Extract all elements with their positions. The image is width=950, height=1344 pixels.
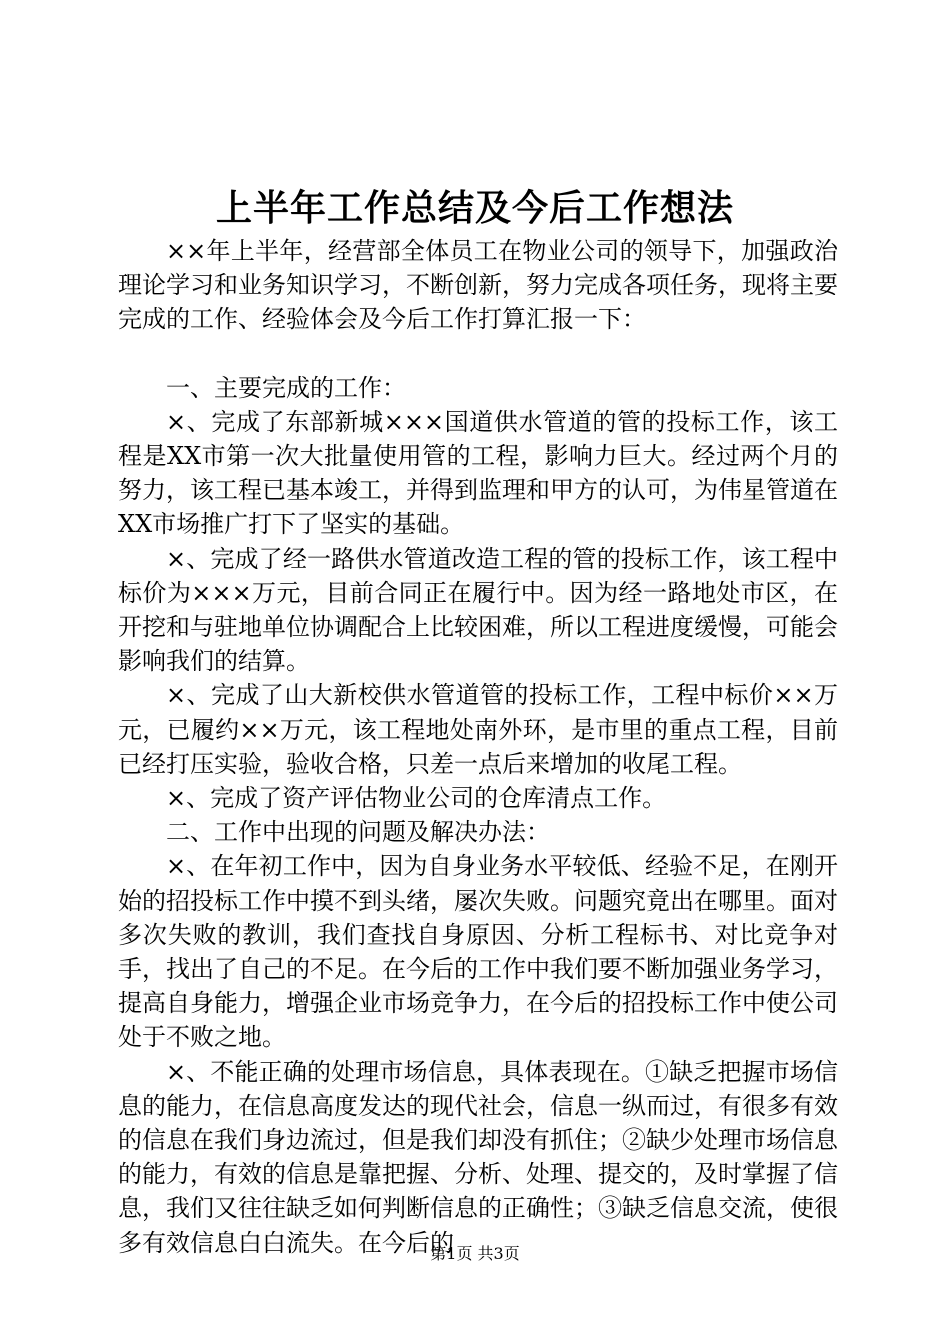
body-paragraph: ×、完成了山大新校供水管道管的投标工作，工程中标价××万元，已履约××万元，该工程地处南外环，是市里的重点工程，目前已经打压实验，验收合格，只差一点后来增加的收尾工程。: [118, 681, 838, 778]
section-heading-1: 一、主要完成的工作：: [166, 373, 406, 402]
document-title: 上半年工作总结及今后工作想法: [215, 187, 734, 229]
section-heading-2: 二、工作中出现的问题及解决办法：: [166, 818, 550, 847]
body-paragraph: ×、不能正确的处理市场信息，具体表现在。①缺乏把握市场信息的能力，在信息高度发达的现代社会，信息一纵而过，有很多有效的信息在我们身边流过，但是我们却没有抓住；②缺少处理市场信息的能力，有效的信息是靠把握、分析、处理、提交的，及时掌握了信息，我们又往往缺乏如何判断信息的正确性；③缺乏信息交流，使很多有效信息白白流失。在今后的: [118, 1057, 838, 1257]
body-paragraph: ×、完成了资产评估物业公司的仓库清点工作。: [166, 784, 667, 813]
body-paragraph: ×、完成了经一路供水管道改造工程的管的投标工作，该工程中标价为×××万元，目前合同正在履行中。因为经一路地处市区，在开挖和与驻地单位协调配合上比较困难，所以工程进度缓慢，可能会影响我们的结算。: [118, 544, 838, 676]
paragraph-spacer: [118, 337, 838, 371]
body-paragraph: ×、在年初工作中，因为自身业务水平较低、经验不足，在刚开始的招投标工作中摸不到头绪，屡次失败。问题究竟出在哪里。面对多次失败的教训，我们查找自身原因、分析工程标书、对比竞争对手，找出了自己的不足。在今后的工作中我们要不断加强业务学习，提高自身能力，增强企业市场竞争力，在今后的招投标工作中使公司处于不败之地。: [118, 852, 838, 1052]
page-number-footer: 第1页 共3页: [430, 1244, 520, 1263]
body-paragraph: ×、完成了东部新城×××国道供水管道的管的投标工作，该工程是XX市第一次大批量使用管的工程，影响力巨大。经过两个月的努力，该工程已基本竣工，并得到监理和甲方的认可，为伟星管道在XX市场推广打下了坚实的基础。: [118, 407, 838, 539]
document-body: [118, 234, 838, 1260]
intro-paragraph: ××年上半年，经营部全体员工在物业公司的领导下，加强政治理论学习和业务知识学习，不断创新，努力完成各项任务，现将主要完成的工作、经验体会及今后工作打算汇报一下：: [118, 237, 838, 334]
